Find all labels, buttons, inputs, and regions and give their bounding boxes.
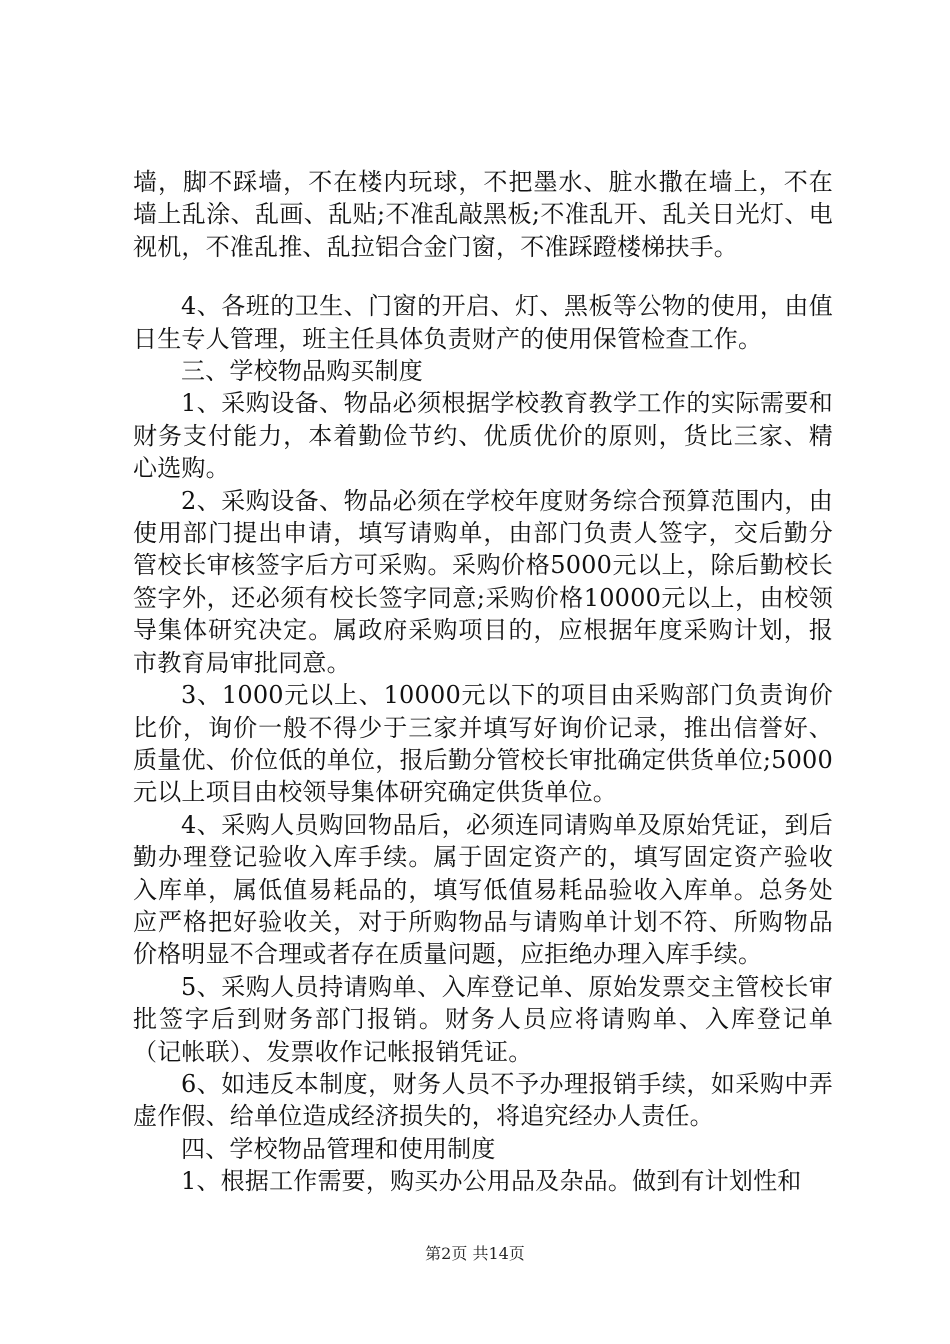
paragraph-purchase-item-3: 3、1000元以上、10000元以下的项目由采购部门负责询价比价，询价一般不得少于三家并填写好询价记录，推出信誉好、质量优、价位低的单位，报后勤分管校长审批确定供货单位;5000元以上项目由校领导集体研究确定供货单位。 (133, 681, 833, 807)
paragraph-continuation: 墙，脚不踩墙，不在楼内玩球，不把墨水、脏水撒在墙上，不在墙上乱涂、乱画、乱贴;不准乱敲黑板;不准乱开、乱关日光灯、电视机，不准乱推、乱拉铝合金门窗，不准踩蹬楼梯扶手。 (133, 168, 833, 261)
section-heading-management-system: 四、学校物品管理和使用制度 (181, 1134, 496, 1163)
paragraph-management-item-1: 1、根据工作需要，购买办公用品及杂品。做到有计划性和 (181, 1167, 802, 1196)
paragraph-purchase-item-5: 5、采购人员持请购单、入库登记单、原始发票交主管校长审批签字后到财务部门报销。财务人员应将请购单、入库登记单（记帐联）、发票收作记帐报销凭证。 (133, 972, 833, 1066)
section-heading-purchase-system: 三、学校物品购买制度 (181, 357, 423, 386)
paragraph-purchase-item-4: 4、采购人员购回物品后，必须连同请购单及原始凭证，到后勤办理登记验收入库手续。属于固定资产的，填写固定资产验收入库单，属低值易耗品的，填写低值易耗品验收入库单。总务处应严格把好验收关，对于所购物品与请购单计划不符、所购物品价格明显不合理或者存在质量问题，应拒绝办理入库手续。 (133, 810, 833, 969)
document-body (133, 166, 833, 1198)
paragraph-purchase-item-1: 1、采购设备、物品必须根据学校教育教学工作的实际需要和财务支付能力，本着勤俭节约、优质优价的原则，货比三家、精心选购。 (133, 389, 833, 483)
paragraph-purchase-item-6: 6、如违反本制度，财务人员不予办理报销手续，如采购中弄虚作假、给单位造成经济损失的，将追究经办人责任。 (133, 1069, 833, 1131)
paragraph-purchase-item-2: 2、采购设备、物品必须在学校年度财务综合预算范围内，由使用部门提出申请，填写请购单，由部门负责人签字，交后勤分管校长审核签字后方可采购。采购价格5000元以上，除后勤校长签字外，还必须有校长签字同意;采购价格10000元以上，由校领导集体研究决定。属政府采购项目的，应根据年度采购计划，报市教育局审批同意。 (133, 486, 833, 677)
page-footer: 第2页 共14页 (425, 1244, 525, 1263)
paragraph-item-4-public-property: 4、各班的卫生、门窗的开启、灯、黑板等公物的使用，由值日生专人管理，班主任具体负责财产的使用保管检查工作。 (133, 292, 833, 353)
